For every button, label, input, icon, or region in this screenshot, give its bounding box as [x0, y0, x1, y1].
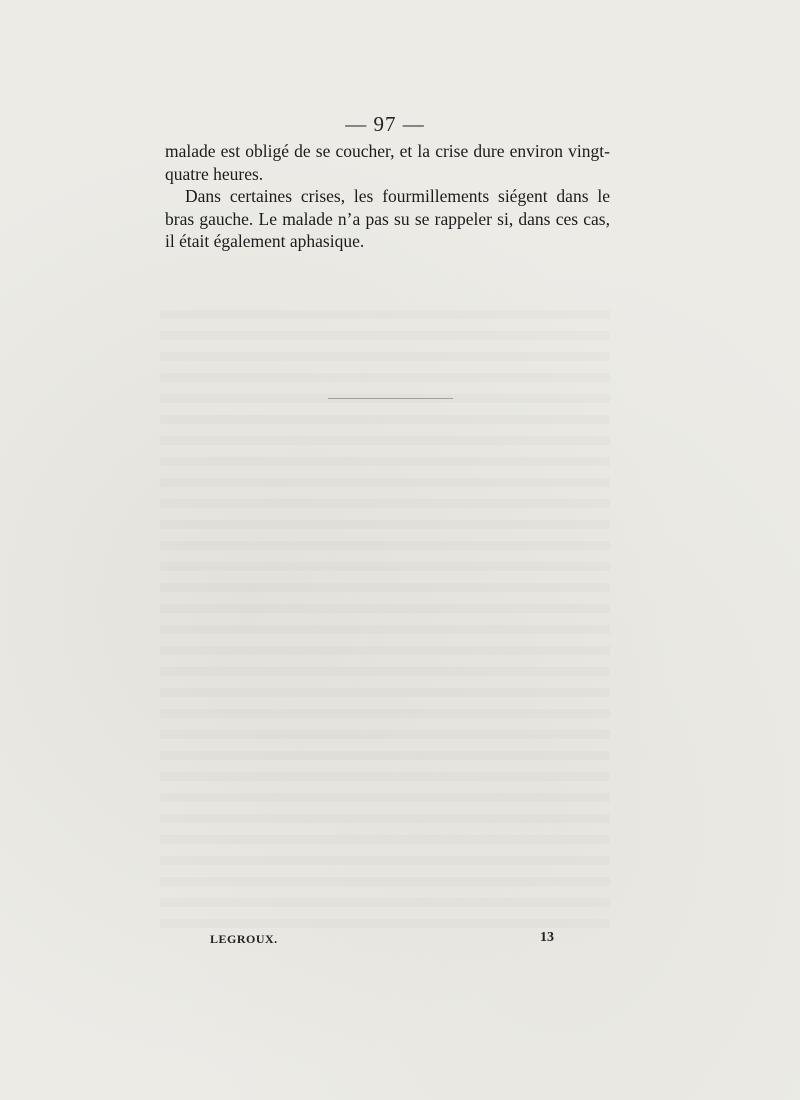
- body-text: [165, 140, 610, 253]
- paragraph-fourmillements: Dans certaines crises, les fourmillements siégent dans le bras gauche. Le malade n’a pas su se rappeler si, dans ces cas, il était également aphasique.: [165, 186, 610, 251]
- sheet-number: 13: [540, 930, 554, 945]
- signature-mark: LEGROUX.: [210, 932, 278, 946]
- section-divider: [328, 398, 453, 399]
- bleed-through-texture: [160, 310, 610, 930]
- paragraph-continuation: malade est obligé de se coucher, et la crise dure environ vingt-quatre heures.: [165, 141, 610, 184]
- page-number: — 97 —: [345, 112, 425, 136]
